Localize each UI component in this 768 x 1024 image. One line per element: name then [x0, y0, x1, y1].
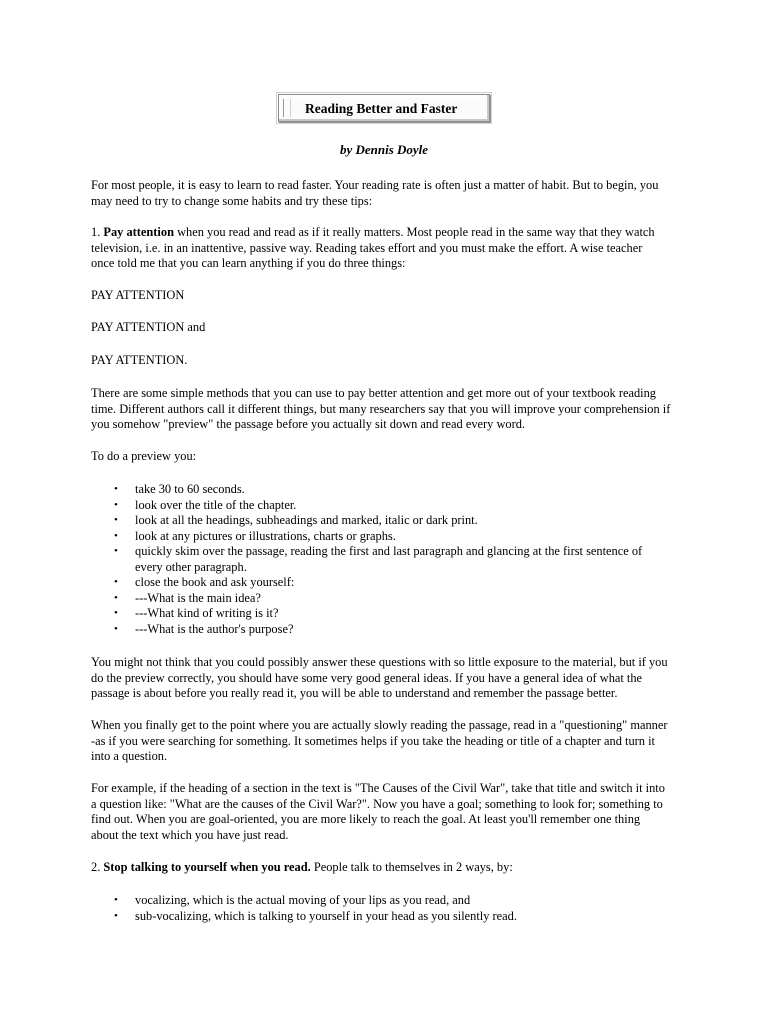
title-box	[278, 94, 490, 122]
text-line: into a question.	[91, 749, 168, 763]
bullet-icon: •	[114, 529, 118, 542]
title-box-notch	[283, 99, 291, 117]
finally-paragraph	[91, 718, 691, 765]
tip-1-heading: Pay attention	[103, 225, 174, 239]
list-item: • look over the title of the chapter.	[114, 497, 297, 512]
text-line: For most people, it is easy to learn to read faster. Your reading rate is often just a matter of habit. But to begin, you	[91, 178, 659, 192]
title-area	[0, 94, 768, 127]
page-title: Reading Better and Faster	[305, 101, 458, 116]
bullet-icon: •	[114, 909, 118, 922]
text-line: may need to try to change some habits and try these tips:	[91, 193, 373, 208]
tip-1-text: when you read and read as if it really matters. Most people read in the same way that they watch	[173, 225, 655, 239]
bullet-icon: •	[114, 576, 118, 588]
text-line: -as if you were searching for something. It sometimes helps if you take the heading or title of a chapter and turn it	[91, 733, 655, 748]
example-paragraph	[91, 781, 691, 843]
pay-attention-3: PAY ATTENTION.	[91, 353, 188, 367]
text-line: time. Different authors call it different things, but many researchers say that you will improve your comprehension if	[91, 401, 671, 416]
text-line: find out. When you are goal-oriented, you are more likely to reach the goal. At least you'll remember one thing	[91, 812, 641, 826]
list-item: • ---What is the author's purpose?	[114, 621, 294, 636]
text-line	[91, 860, 691, 876]
list-item: • close the book and ask yourself:	[114, 575, 295, 589]
preview-intro: To do a preview you:	[91, 449, 197, 463]
list-item-continuation: every other paragraph.	[135, 559, 247, 574]
list-item: • sub-vocalizing, which is talking to yourself in your head as you silently read.	[114, 908, 517, 923]
text-line: passage is about before you really read it, you will be able to understand and remember the passage better.	[91, 686, 618, 700]
tip-2-number: 2.	[91, 860, 101, 874]
list-item: • ---What is the main idea?	[114, 590, 261, 605]
bullet-icon: •	[114, 591, 118, 604]
bullet-icon: •	[114, 498, 118, 511]
text-line: about the text which you have just read.	[91, 827, 289, 842]
tip-2-paragraph	[91, 860, 691, 876]
bullet-icon: •	[114, 545, 118, 557]
list-item: • look at all the headings, subheadings and marked, italic or dark print.	[114, 513, 478, 527]
bullet-icon: •	[114, 607, 118, 619]
text-line: television, i.e. in an inattentive, passive way. Reading takes effort and you must make the effort. A wise teacher	[91, 240, 643, 255]
text-line: once told me that you can learn anything if you do three things:	[91, 256, 406, 270]
bullet-icon: •	[114, 622, 118, 635]
tip-1-paragraph	[91, 225, 691, 272]
talk-list	[0, 893, 517, 924]
text-line: You might not think that you could possibly answer these questions with so little exposure to the material, but if you	[91, 655, 668, 669]
text-line: do the preview correctly, you should have some very good general ideas. If you have a general idea of what the	[91, 670, 643, 685]
list-item: • ---What kind of writing is it?	[114, 606, 279, 620]
bullet-icon: •	[114, 514, 118, 526]
pay-attention-2: PAY ATTENTION and	[91, 320, 206, 334]
list-item: • vocalizing, which is the actual moving of your lips as you read, and	[114, 893, 471, 907]
bullet-icon: •	[114, 483, 118, 495]
list-item: • quickly skim over the passage, reading the first and last paragraph and glancing at the first sentence of	[114, 544, 643, 558]
pay-attention-1: PAY ATTENTION	[91, 288, 185, 302]
text-line: When you finally get to the point where you are actually slowly reading the passage, read in a "questioning" manner	[91, 718, 668, 732]
tip-2-text: People talk to themselves in 2 ways, by:	[310, 860, 513, 874]
tip-1-number: 1.	[91, 225, 101, 239]
text-line: For example, if the heading of a section in the text is "The Causes of the Civil War", take that title and switch it into	[91, 781, 665, 795]
intro-paragraph	[91, 178, 691, 209]
text-line: a question like: "What are the causes of the Civil War?". Now you have a goal; something to look for; something to	[91, 796, 663, 811]
byline: by Dennis Doyle	[339, 142, 429, 157]
text-line	[91, 225, 691, 241]
preview-list	[0, 482, 642, 637]
text-line: There are some simple methods that you can use to pay better attention and get more out of your textbook reading	[91, 386, 656, 400]
text-line: you somehow "preview" the passage before you actually sit down and read every word.	[91, 417, 526, 431]
tip-2-heading: Stop talking to yourself when you read.	[103, 860, 311, 874]
list-item: • take 30 to 60 seconds.	[114, 482, 245, 496]
methods-paragraph	[91, 386, 691, 433]
list-item: • look at any pictures or illustrations, charts or graphs.	[114, 528, 396, 543]
might-paragraph	[91, 655, 691, 702]
bullet-icon: •	[114, 894, 118, 906]
